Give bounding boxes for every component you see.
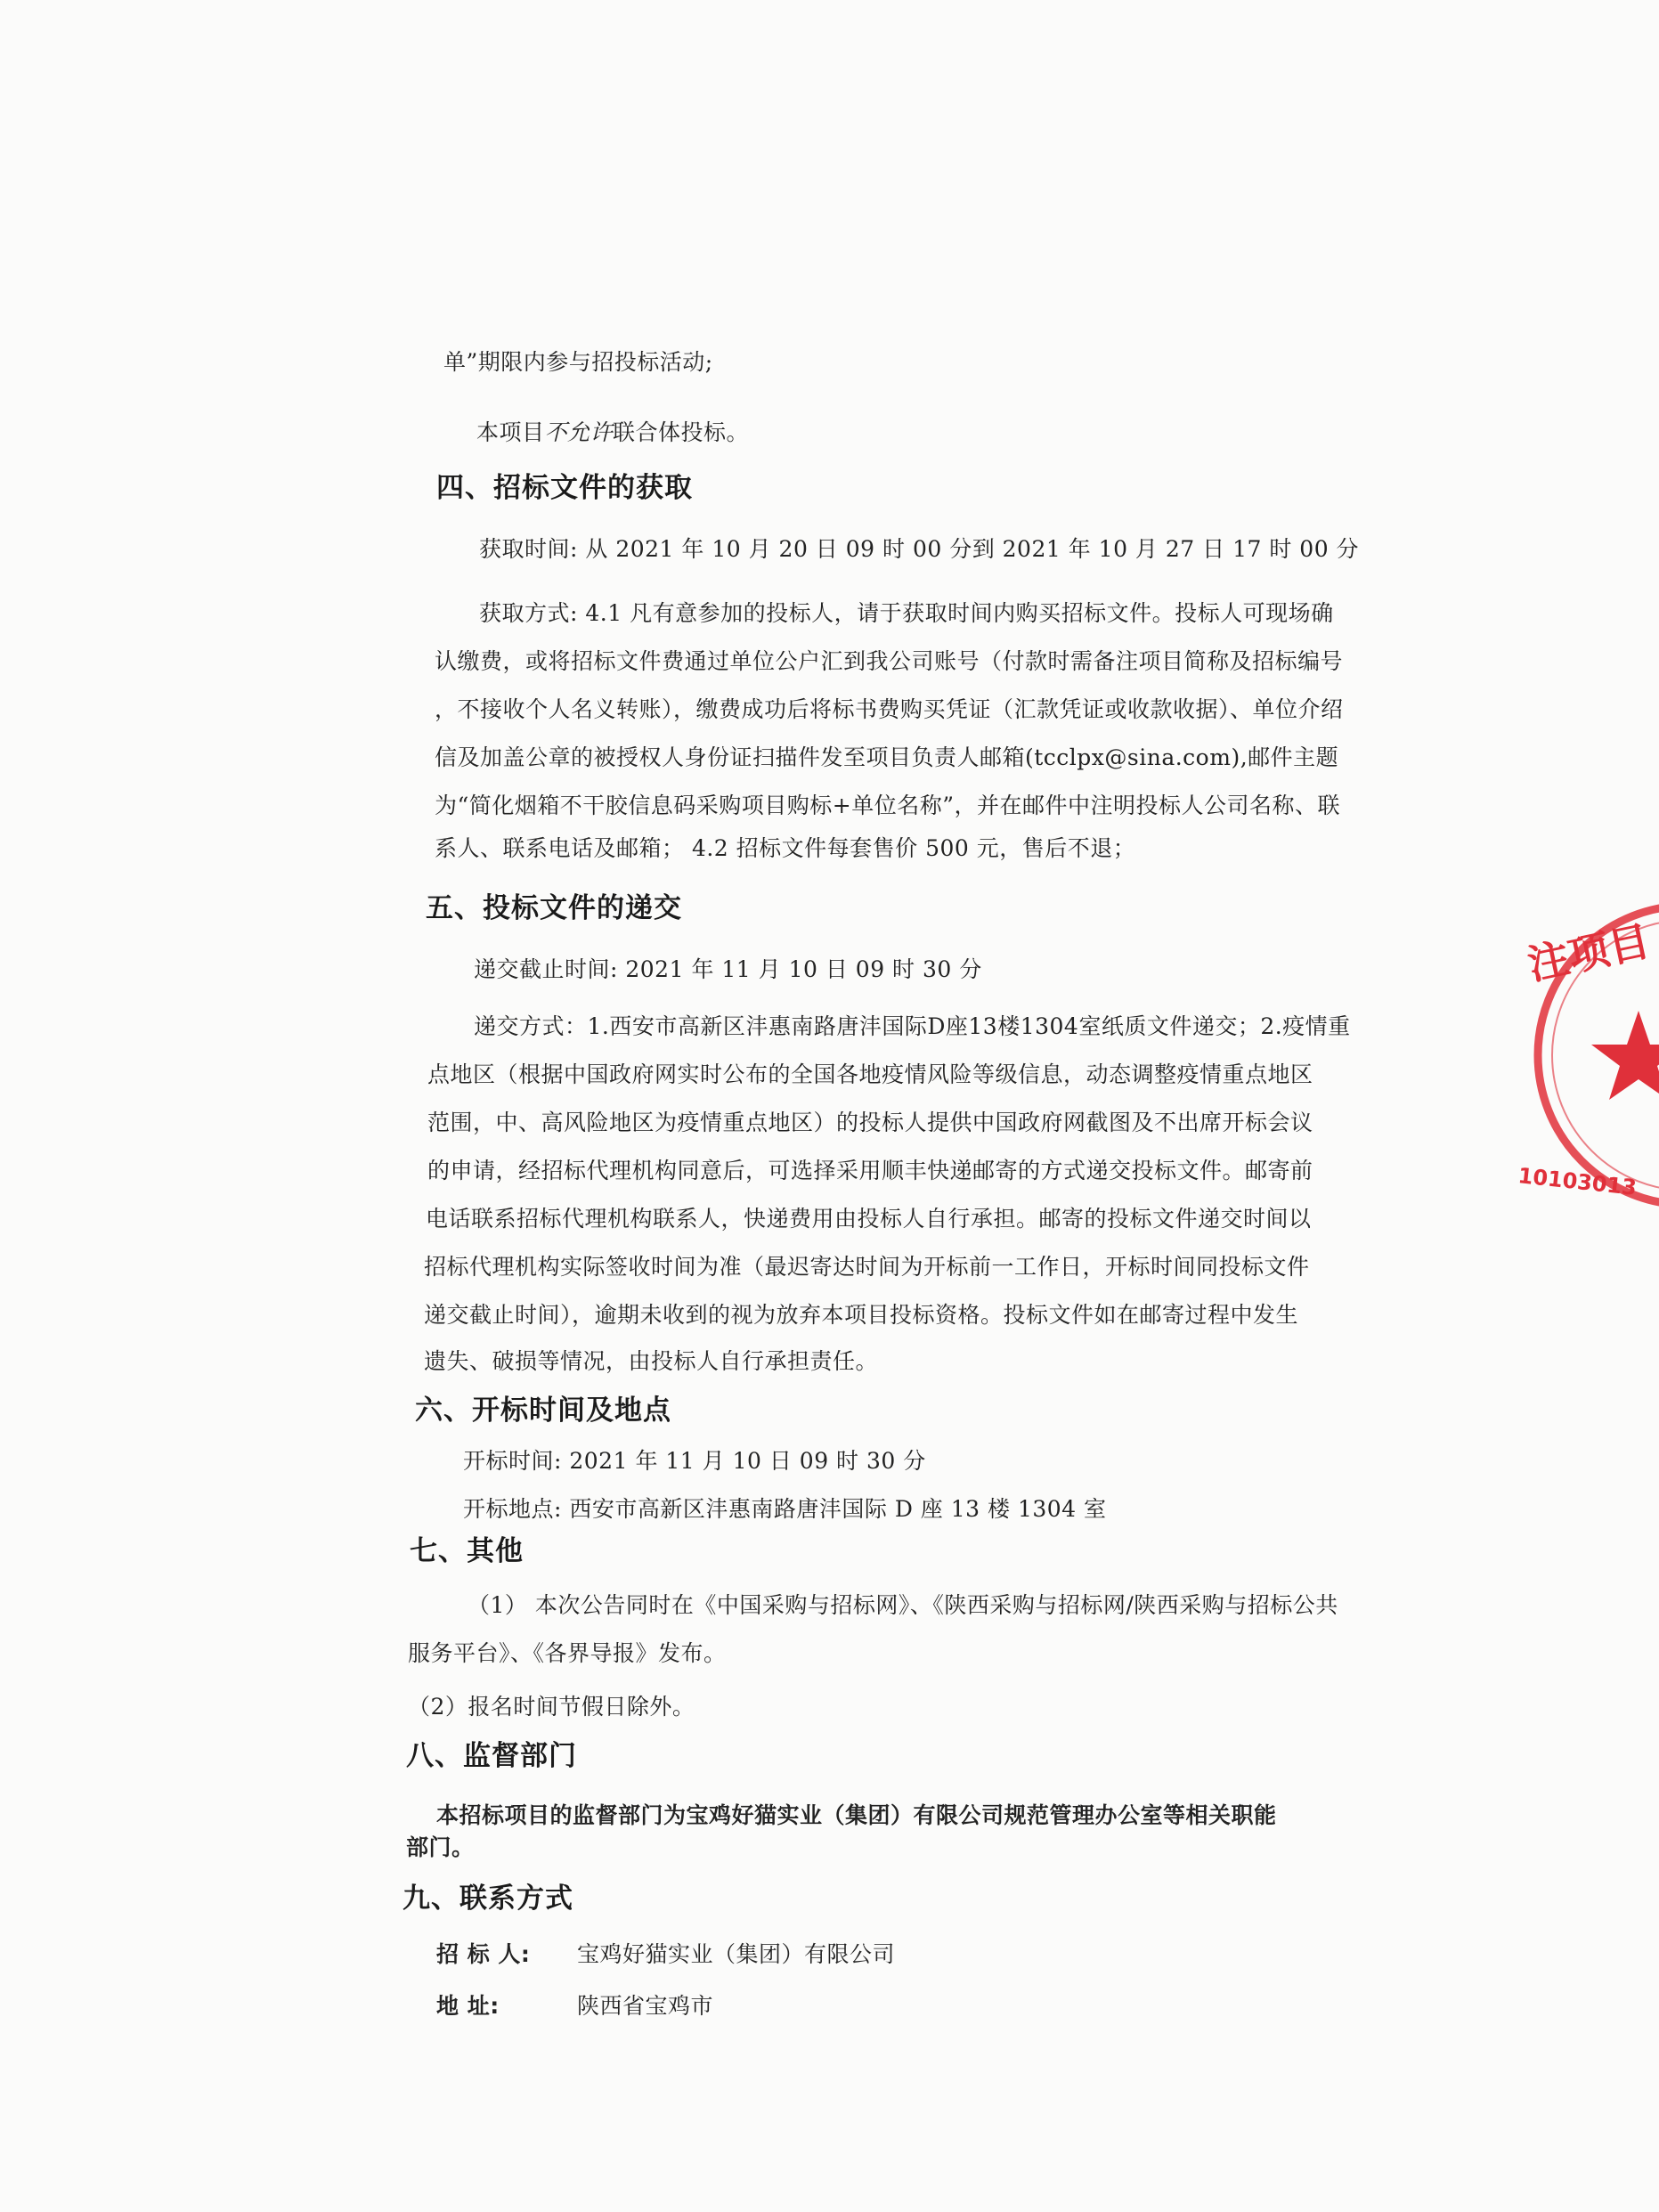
- text-line: 部门。: [406, 1834, 475, 1860]
- text-line: 服务平台》、《各界导报》发布。: [408, 1640, 727, 1666]
- text-line: 开标时间: 2021 年 11 月 10 日 09 时 30 分: [463, 1448, 926, 1474]
- text-line: （2）报名时间节假日除外。: [408, 1694, 695, 1720]
- seal-text-top: 注项目: [1524, 916, 1655, 989]
- text-line: 单”期限内参与招投标活动;: [443, 349, 713, 375]
- text-line: 本招标项目的监督部门为宝鸡好猫实业（集团）有限公司规范管理办公室等相关职能: [436, 1802, 1277, 1828]
- text-line: 获取方式: 4.1 凡有意参加的投标人，请于获取时间内购买招标文件。投标人可现场确: [479, 600, 1334, 626]
- section-heading-7: 七、其他: [410, 1535, 524, 1567]
- section-heading-4: 四、招标文件的获取: [436, 472, 693, 504]
- text-line: 开标地点: 西安市高新区沣惠南路唐沣国际 D 座 13 楼 1304 室: [463, 1496, 1107, 1522]
- section-heading-6: 六、开标时间及地点: [415, 1395, 671, 1427]
- contact-value: 宝鸡好猫实业（集团）有限公司: [577, 1941, 896, 1967]
- text-line: 的申请，经招标代理机构同意后，可选择采用顺丰快递邮寄的方式递交投标文件。邮寄前: [427, 1158, 1313, 1183]
- text-line: ，不接收个人名义转账），缴费成功后将标书费购买凭证（汇款凭证或收款收据）、单位介绍: [435, 696, 1344, 722]
- text-line: 点地区（根据中国政府网实时公布的全国各地疫情风险等级信息，动态调整疫情重点地区: [427, 1061, 1313, 1087]
- contact-label: 地 址:: [436, 1993, 500, 2019]
- text-line: 为“简化烟箱不干胶信息码采购项目购标+单位名称”，并在邮件中注明投标人公司名称、联: [435, 793, 1341, 818]
- emphasis-text: 不允许: [544, 419, 614, 445]
- seal-graphic: [1505, 899, 1659, 1220]
- text-line: 系人、联系电话及邮箱； 4.2 招标文件每套售价 500 元，售后不退；: [435, 835, 1136, 861]
- text-line: 电话联系招标代理机构联系人，快递费用由投标人自行承担。邮寄的投标文件递交时间以: [426, 1206, 1312, 1232]
- text-line: 递交截止时间），逾期未收到的视为放弃本项目投标资格。投标文件如在邮寄过程中发生: [424, 1302, 1299, 1328]
- section-heading-9: 九、联系方式: [403, 1883, 573, 1915]
- text-line: 信及加盖公章的被授权人身份证扫描件发至项目负责人邮箱(tcclpx@sina.com),邮件主题: [435, 744, 1339, 770]
- contact-value: 陕西省宝鸡市: [577, 1993, 714, 2019]
- section-heading-8: 八、监督部门: [406, 1740, 577, 1772]
- seal-text-bottom: 10103013: [1517, 1163, 1639, 1200]
- contact-label: 招 标 人:: [436, 1941, 531, 1967]
- text-line: 遗失、破损等情况，由投标人自行承担责任。: [424, 1348, 879, 1374]
- company-seal: [1505, 899, 1659, 1220]
- text-line: 认缴费，或将招标文件费通过单位公户汇到我公司账号（付款时需备注项目简称及招标编号: [435, 648, 1344, 674]
- section-heading-5: 五、投标文件的递交: [426, 892, 682, 924]
- text-line: 递交方式：1.西安市高新区沣惠南路唐沣国际D座13楼1304室纸质文件递交；2.疫情重: [474, 1013, 1351, 1039]
- text-line: 范围，中、高风险地区为疫情重点地区）的投标人提供中国政府网截图及不出席开标会议: [427, 1110, 1313, 1135]
- text-line: 递交截止时间: 2021 年 11 月 10 日 09 时 30 分: [474, 956, 982, 982]
- text-line: （1） 本次公告同时在《中国采购与招标网》、《陕西采购与招标网/陕西采购与招标公共: [468, 1592, 1338, 1618]
- text-line: 本项目不允许联合体投标。: [476, 419, 750, 445]
- text-line: 获取时间: 从 2021 年 10 月 20 日 09 时 00 分到 2021 年 10 月 27 日 17 时 00 分: [479, 536, 1360, 562]
- seal-star: [1591, 1011, 1659, 1100]
- text-line: 招标代理机构实际签收时间为准（最迟寄达时间为开标前一工作日，开标时间同投标文件: [424, 1254, 1310, 1280]
